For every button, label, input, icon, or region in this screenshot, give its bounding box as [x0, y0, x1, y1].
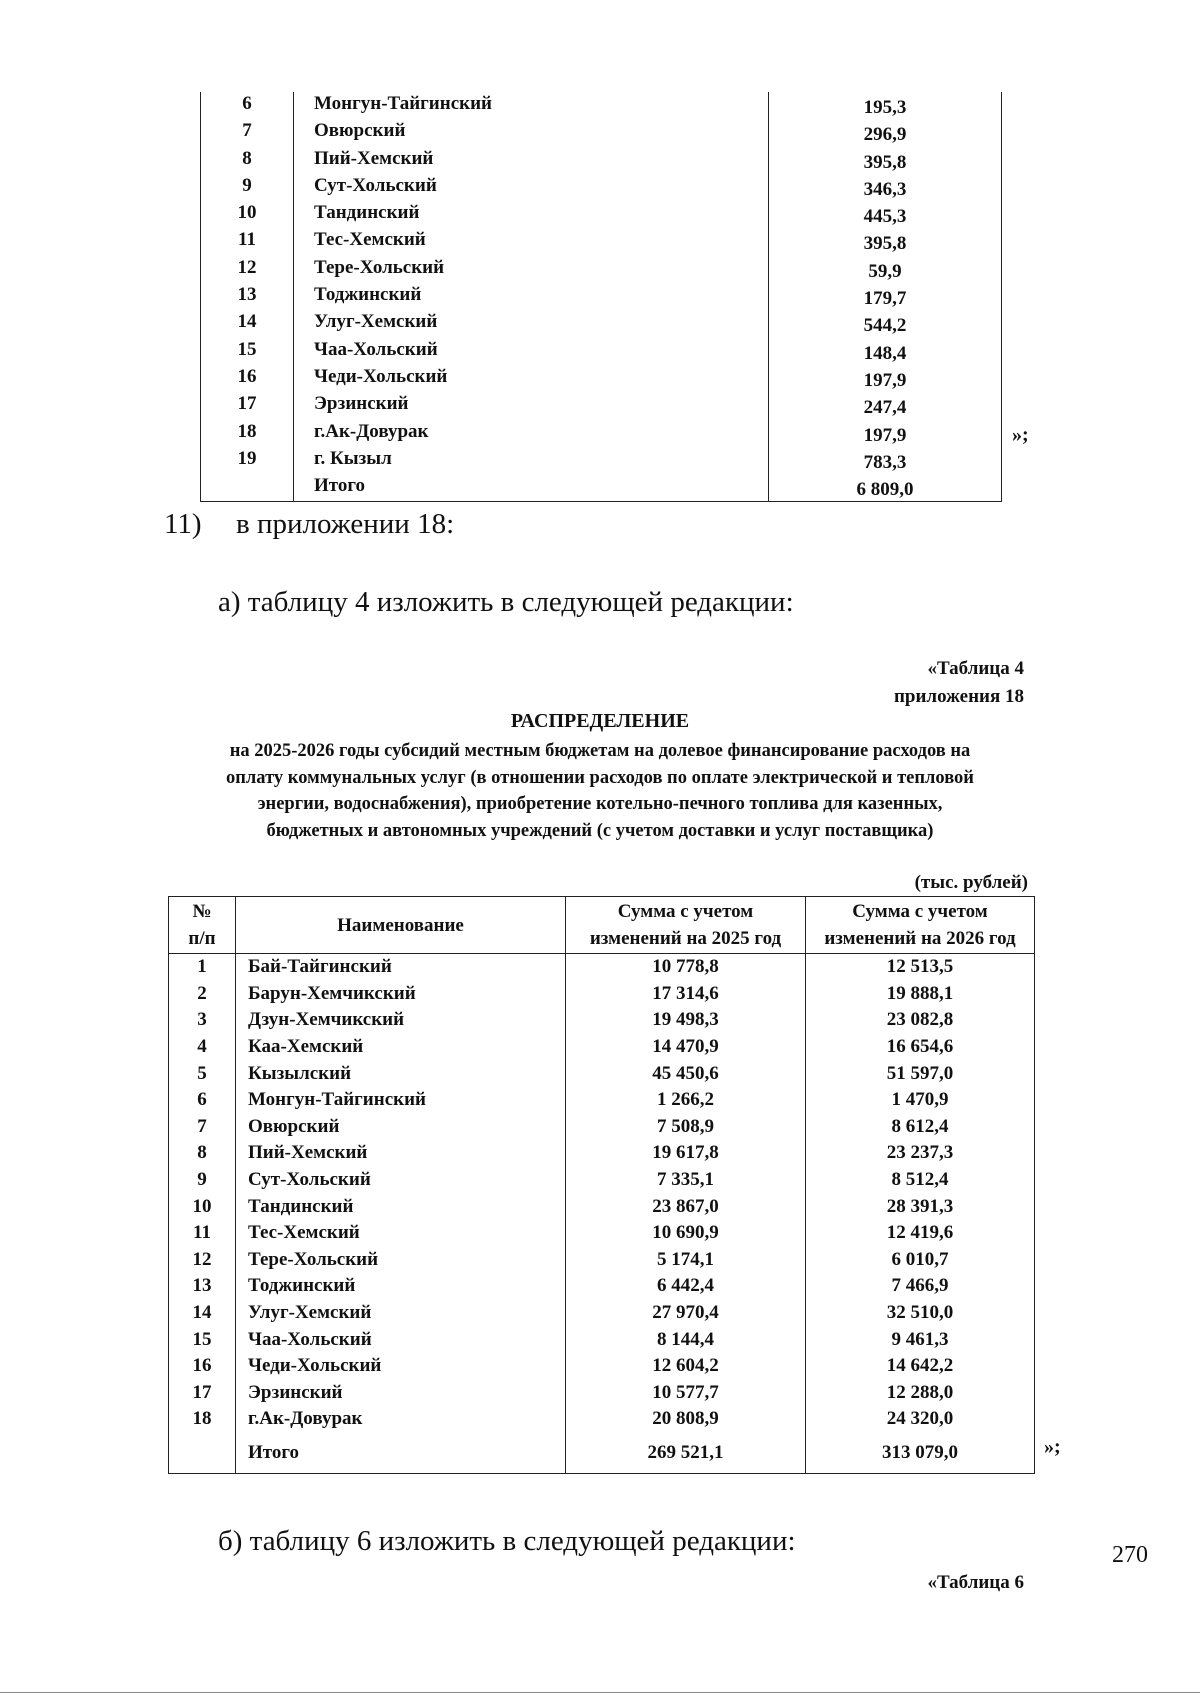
row-number: 6	[201, 92, 294, 119]
header-2026-line2: изменений на 2026 год	[824, 928, 1016, 949]
total-number	[169, 1433, 236, 1474]
row-2025: 1 266,2	[566, 1087, 806, 1114]
table-row	[201, 119, 1003, 146]
row-2025: 7 335,1	[566, 1167, 806, 1194]
row-number: 3	[169, 1007, 236, 1034]
row-2026: 23 082,8	[806, 1007, 1035, 1034]
row-2026: 28 391,3	[806, 1193, 1035, 1220]
table-row	[201, 392, 1003, 419]
appendix-caption: приложения 18	[893, 686, 1024, 707]
row-number: 11	[201, 228, 294, 255]
row-name: Тес-Хемский	[236, 1220, 566, 1247]
row-2026: 6 010,7	[806, 1247, 1035, 1274]
row-number: 17	[201, 392, 294, 419]
row-2026: 19 888,1	[806, 981, 1035, 1008]
row-value: 148,4	[769, 338, 1002, 365]
row-value: 197,9	[769, 420, 1002, 447]
row-empty	[1002, 174, 1003, 201]
table-row	[201, 447, 1003, 474]
row-name: Эрзинский	[294, 392, 769, 419]
row-empty	[1002, 392, 1003, 419]
row-name: Овюрский	[294, 119, 769, 146]
table-row	[201, 310, 1003, 337]
row-number: 18	[169, 1406, 236, 1433]
table-row	[169, 1353, 1035, 1380]
row-2025: 27 970,4	[566, 1300, 806, 1327]
top-continuation-table	[200, 92, 1002, 501]
row-name: Тес-Хемский	[294, 228, 769, 255]
row-value: 783,3	[769, 447, 1002, 474]
table-row	[169, 1060, 1035, 1087]
item-11-text: в приложении 18:	[236, 508, 455, 540]
row-number: 18	[201, 420, 294, 447]
description-line: бюджетных и автономных учреждений (с учетом доставки и услуг поставщика)	[266, 820, 934, 841]
row-name: Овюрский	[236, 1114, 566, 1141]
bottom-rule	[0, 1692, 1200, 1693]
row-number: 2	[169, 981, 236, 1008]
row-number: 5	[169, 1060, 236, 1087]
row-number: 13	[201, 283, 294, 310]
table-row	[169, 1140, 1035, 1167]
row-2025: 10 577,7	[566, 1380, 806, 1407]
table-row	[169, 1247, 1035, 1274]
row-2025: 14 470,9	[566, 1034, 806, 1061]
table-row	[201, 365, 1003, 392]
header-number-line2: п/п	[188, 928, 216, 949]
row-2025: 19 617,8	[566, 1140, 806, 1167]
table-row	[169, 1007, 1035, 1034]
row-empty	[1002, 420, 1003, 447]
row-2025: 6 442,4	[566, 1273, 806, 1300]
row-empty	[1002, 92, 1003, 119]
row-number: 6	[169, 1087, 236, 1114]
row-empty	[1002, 201, 1003, 228]
header-name: Наименование	[236, 897, 566, 954]
row-number: 17	[169, 1380, 236, 1407]
row-value: 247,4	[769, 392, 1002, 419]
row-name: г.Ак-Довурак	[294, 420, 769, 447]
row-name: Сут-Хольский	[236, 1167, 566, 1194]
row-value: 544,2	[769, 310, 1002, 337]
row-name: г.Ак-Довурак	[236, 1406, 566, 1433]
row-empty	[1002, 119, 1003, 146]
table-row	[169, 1406, 1035, 1433]
table-row	[169, 1167, 1035, 1194]
row-2025: 23 867,0	[566, 1193, 806, 1220]
row-number: 12	[201, 256, 294, 283]
row-name: Улуг-Хемский	[236, 1300, 566, 1327]
table-row	[201, 283, 1003, 310]
row-number: 11	[169, 1220, 236, 1247]
total-number	[201, 474, 294, 502]
total-row	[201, 474, 1003, 502]
table-row	[169, 954, 1035, 981]
header-number-line1: №	[192, 901, 212, 922]
row-name: Тере-Хольский	[294, 256, 769, 283]
item-b-text: б) таблицу 6 изложить в следующей редакции:	[218, 1525, 796, 1557]
row-number: 4	[169, 1034, 236, 1061]
row-2026: 7 466,9	[806, 1273, 1035, 1300]
row-name: Каа-Хемский	[236, 1034, 566, 1061]
row-2026: 12 288,0	[806, 1380, 1035, 1407]
row-number: 12	[169, 1247, 236, 1274]
row-number: 14	[201, 310, 294, 337]
row-2026: 14 642,2	[806, 1353, 1035, 1380]
total-value: 6 809,0	[769, 474, 1002, 502]
units-label: (тыс. рублей)	[914, 872, 1028, 893]
row-number: 10	[169, 1193, 236, 1220]
table-row	[201, 174, 1003, 201]
table-row	[169, 1087, 1035, 1114]
total-empty	[1002, 474, 1003, 502]
row-number: 10	[201, 201, 294, 228]
item-11	[164, 508, 454, 541]
row-empty	[1002, 365, 1003, 392]
top-table	[200, 92, 1002, 502]
row-name: Чаа-Хольский	[294, 338, 769, 365]
header-2025-line2: изменений на 2025 год	[589, 928, 782, 949]
row-name: г. Кызыл	[294, 447, 769, 474]
table-row	[169, 1326, 1035, 1353]
description-line: оплату коммунальных услуг (в отношении расходов по оплате электрической и тепловой	[226, 767, 974, 788]
row-2025: 10 690,9	[566, 1220, 806, 1247]
row-number: 8	[169, 1140, 236, 1167]
row-2025: 17 314,6	[566, 981, 806, 1008]
description-line: на 2025-2026 годы субсидий местным бюджетам на долевое финансирование расходов на	[229, 741, 971, 761]
row-empty	[1002, 283, 1003, 310]
row-number: 1	[169, 954, 236, 981]
row-2025: 7 508,9	[566, 1114, 806, 1141]
row-2026: 12 513,5	[806, 954, 1035, 981]
row-2026: 8 612,4	[806, 1114, 1035, 1141]
header-2025-line1: Сумма с учетом	[617, 901, 754, 922]
row-2026: 24 320,0	[806, 1406, 1035, 1433]
header-2026	[806, 897, 1035, 954]
row-name: Пий-Хемский	[236, 1140, 566, 1167]
row-2025: 19 498,3	[566, 1007, 806, 1034]
row-2026: 23 237,3	[806, 1140, 1035, 1167]
table-row	[201, 228, 1003, 255]
row-name: Сут-Хольский	[294, 174, 769, 201]
table-row	[201, 92, 1003, 119]
row-name: Чеди-Хольский	[294, 365, 769, 392]
total-label: Итого	[236, 1433, 566, 1474]
distribution-description	[180, 738, 1020, 844]
total-row	[169, 1433, 1035, 1474]
row-name: Барун-Хемчикский	[236, 981, 566, 1008]
total-label: Итого	[294, 474, 769, 502]
row-value: 296,9	[769, 119, 1002, 146]
row-2025: 12 604,2	[566, 1353, 806, 1380]
row-empty	[1002, 256, 1003, 283]
row-empty	[1002, 338, 1003, 365]
table-header-row	[169, 897, 1035, 954]
row-value: 179,7	[769, 283, 1002, 310]
row-value: 195,3	[769, 92, 1002, 119]
table-row	[169, 1273, 1035, 1300]
row-value: 197,9	[769, 365, 1002, 392]
row-name: Тандинский	[236, 1193, 566, 1220]
row-2025: 45 450,6	[566, 1060, 806, 1087]
distribution-title: РАСПРЕДЕЛЕНИЕ	[510, 710, 690, 732]
row-number: 9	[169, 1167, 236, 1194]
description-line: энергии, водоснабжения), приобретение котельно-печного топлива для казенных,	[257, 794, 943, 814]
row-empty	[1002, 310, 1003, 337]
row-number: 16	[169, 1353, 236, 1380]
table-6-caption: «Таблица 6	[927, 1572, 1024, 1593]
row-2026: 32 510,0	[806, 1300, 1035, 1327]
item-a-text: а) таблицу 4 изложить в следующей редакции:	[218, 586, 794, 618]
row-name: Тоджинский	[294, 283, 769, 310]
row-value: 395,8	[769, 228, 1002, 255]
header-2026-line1: Сумма с учетом	[852, 901, 988, 922]
row-2026: 1 470,9	[806, 1087, 1035, 1114]
row-value: 395,8	[769, 147, 1002, 174]
row-name: Эрзинский	[236, 1380, 566, 1407]
table-row	[169, 1193, 1035, 1220]
row-2025: 5 174,1	[566, 1247, 806, 1274]
top-table-closing-quote: »;	[1012, 424, 1029, 446]
row-number: 7	[201, 119, 294, 146]
table-4-caption: «Таблица 4	[927, 658, 1024, 679]
page-number: 270	[1112, 1542, 1148, 1568]
table-row	[201, 338, 1003, 365]
table-row	[201, 420, 1003, 447]
row-empty	[1002, 228, 1003, 255]
row-empty	[1002, 147, 1003, 174]
row-2026: 51 597,0	[806, 1060, 1035, 1087]
header-number	[169, 897, 236, 954]
row-empty	[1002, 447, 1003, 474]
row-name: Монгун-Тайгинский	[294, 92, 769, 119]
row-2026: 16 654,6	[806, 1034, 1035, 1061]
table-row	[169, 1034, 1035, 1061]
row-2025: 20 808,9	[566, 1406, 806, 1433]
row-name: Чеди-Хольский	[236, 1353, 566, 1380]
total-2026: 313 079,0	[806, 1433, 1035, 1474]
item-11-number: 11)	[164, 508, 202, 540]
table-row	[169, 981, 1035, 1008]
table-row	[201, 201, 1003, 228]
row-name: Тоджинский	[236, 1273, 566, 1300]
row-name: Пий-Хемский	[294, 147, 769, 174]
row-number: 14	[169, 1300, 236, 1327]
row-2025: 10 778,8	[566, 954, 806, 981]
row-name: Кызылский	[236, 1060, 566, 1087]
header-2025	[566, 897, 806, 954]
row-2025: 8 144,4	[566, 1326, 806, 1353]
row-2026: 8 512,4	[806, 1167, 1035, 1194]
table-row	[169, 1220, 1035, 1247]
row-name: Улуг-Хемский	[294, 310, 769, 337]
row-value: 59,9	[769, 256, 1002, 283]
row-number: 13	[169, 1273, 236, 1300]
row-2026: 12 419,6	[806, 1220, 1035, 1247]
row-number: 9	[201, 174, 294, 201]
row-number: 7	[169, 1114, 236, 1141]
table-row	[201, 147, 1003, 174]
main-table-closing-quote: »;	[1044, 1436, 1061, 1458]
row-number: 15	[201, 338, 294, 365]
row-name: Тандинский	[294, 201, 769, 228]
total-2025: 269 521,1	[566, 1433, 806, 1474]
row-name: Монгун-Тайгинский	[236, 1087, 566, 1114]
row-name: Бай-Тайгинский	[236, 954, 566, 981]
row-name: Чаа-Хольский	[236, 1326, 566, 1353]
subsidy-distribution-table	[168, 896, 1035, 1474]
table-row	[169, 1300, 1035, 1327]
table-row	[169, 1380, 1035, 1407]
row-number: 16	[201, 365, 294, 392]
row-number: 15	[169, 1326, 236, 1353]
row-name: Дзун-Хемчикский	[236, 1007, 566, 1034]
row-number: 19	[201, 447, 294, 474]
row-2026: 9 461,3	[806, 1326, 1035, 1353]
row-number: 8	[201, 147, 294, 174]
row-name: Тере-Хольский	[236, 1247, 566, 1274]
table-row	[201, 256, 1003, 283]
row-value: 346,3	[769, 174, 1002, 201]
table-row	[169, 1114, 1035, 1141]
row-value: 445,3	[769, 201, 1002, 228]
